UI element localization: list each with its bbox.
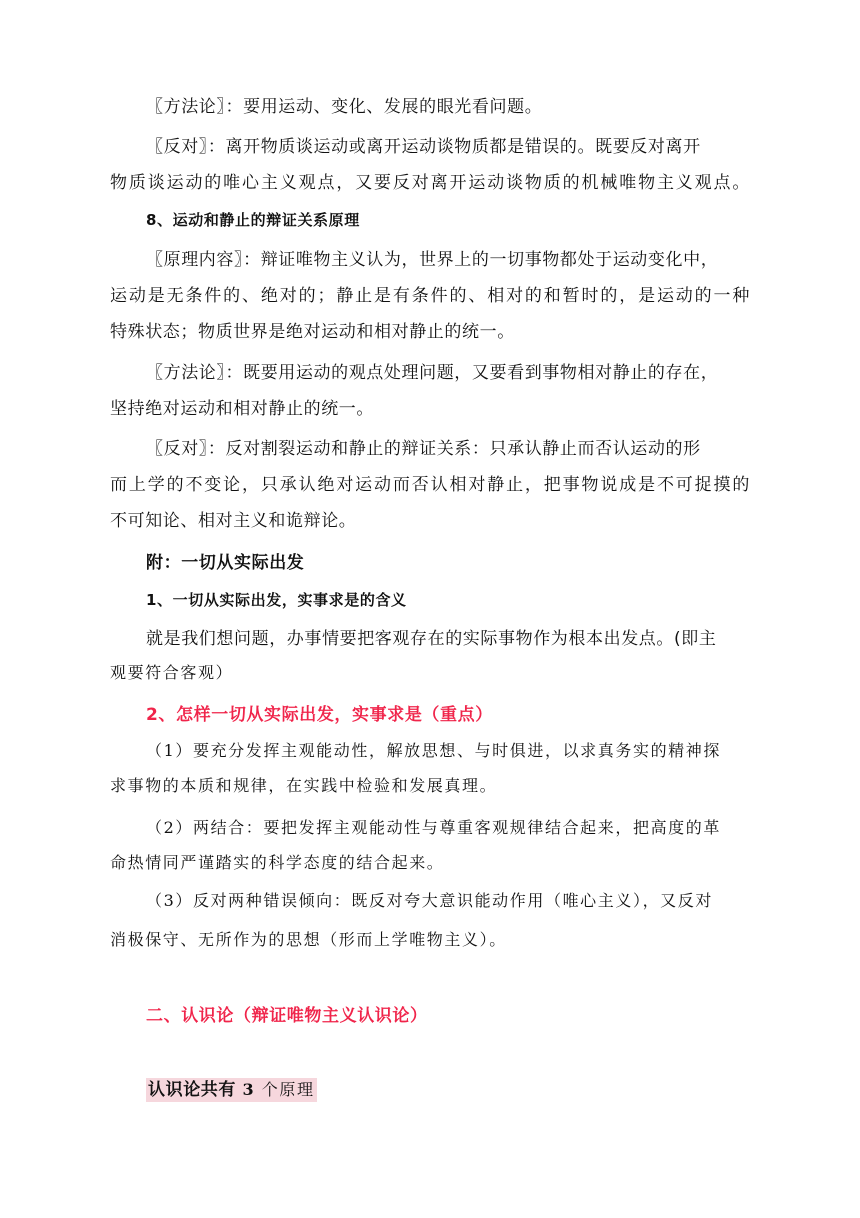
heading-motion-rest-principle: 8、运动和静止的辩证关系原理: [146, 211, 360, 229]
principle-count: 3: [242, 1080, 256, 1099]
section-epistemology-heading: 二、认识论（辩证唯物主义认识论）: [146, 1006, 428, 1026]
methodology-paragraph: 〖方法论〗：要用运动、变化、发展的眼光看问题。: [146, 97, 543, 117]
point-3-line-1: （3）反对两种错误倾向：既反对夸大意识能动作用（唯心主义），又反对: [146, 891, 713, 910]
methodology-2-line-1: 〖方法论〗：既要用运动的观点处理问题，又要看到事物相对静止的存在，: [146, 363, 719, 383]
point-2-line-1: （2）两结合：要把发挥主观能动性与尊重客观规律结合起来，把高度的革: [146, 818, 721, 837]
principle-content-line-3: 特殊状态；物质世界是绝对运动和相对静止的统一。: [110, 322, 515, 342]
section-2-title: 2、怎样一切从实际出发，实事求是（重点）: [146, 705, 493, 725]
section-1-text-line-2: 观要符合客观）: [110, 663, 234, 682]
epistemology-summary-highlight: [146, 1078, 317, 1102]
methodology-2-line-2: 坚持绝对运动和相对静止的统一。: [110, 399, 374, 419]
epistemology-suffix: 个原理: [261, 1080, 315, 1099]
section-1-text-line-1: 就是我们想问题，办事情要把客观存在的实际事物作为根本出发点。(即主: [146, 629, 717, 649]
oppose-paragraph-line-1: 〖反对〗：离开物质谈运动或离开运动谈物质都是错误的。既要反对离开: [146, 137, 701, 157]
point-3-line-2: 消极保守、无所作为的思想（形而上学唯物主义）。: [110, 930, 507, 949]
section-1-title: 1、一切从实际出发，实事求是的含义: [146, 591, 407, 609]
oppose-2-line-3: 不可知论、相对主义和诡辩论。: [110, 511, 357, 531]
epistemology-prefix: 认识论共有: [148, 1080, 236, 1100]
epistemology-summary: [146, 1079, 786, 1101]
appendix-heading: 附：一切从实际出发: [146, 553, 305, 573]
principle-content-line-2: 运动是无条件的、绝对的；静止是有条件的、相对的和暂时的，是运动的一种: [110, 286, 750, 306]
oppose-paragraph-line-2: 物质谈运动的唯心主义观点，又要反对离开运动谈物质的机械唯物主义观点。: [110, 173, 750, 193]
point-1-line-2: 求事物的本质和规律，在实践中检验和发展真理。: [110, 776, 498, 795]
point-2-line-2: 命热情同严谨踏实的科学态度的结合起来。: [110, 853, 445, 872]
principle-content-line-1: 〖原理内容〗：辩证唯物主义认为，世界上的一切事物都处于运动变化中，: [146, 250, 719, 270]
oppose-2-line-1: 〖反对〗：反对割裂运动和静止的辩证关系：只承认静止而否认运动的形: [146, 439, 701, 459]
point-1-line-1: （1）要充分发挥主观能动性，解放思想、与时俱进，以求真务实的精神探: [146, 741, 721, 760]
oppose-2-line-2: 而上学的不变论，只承认绝对运动而否认相对静止，把事物说成是不可捉摸的: [110, 475, 750, 495]
